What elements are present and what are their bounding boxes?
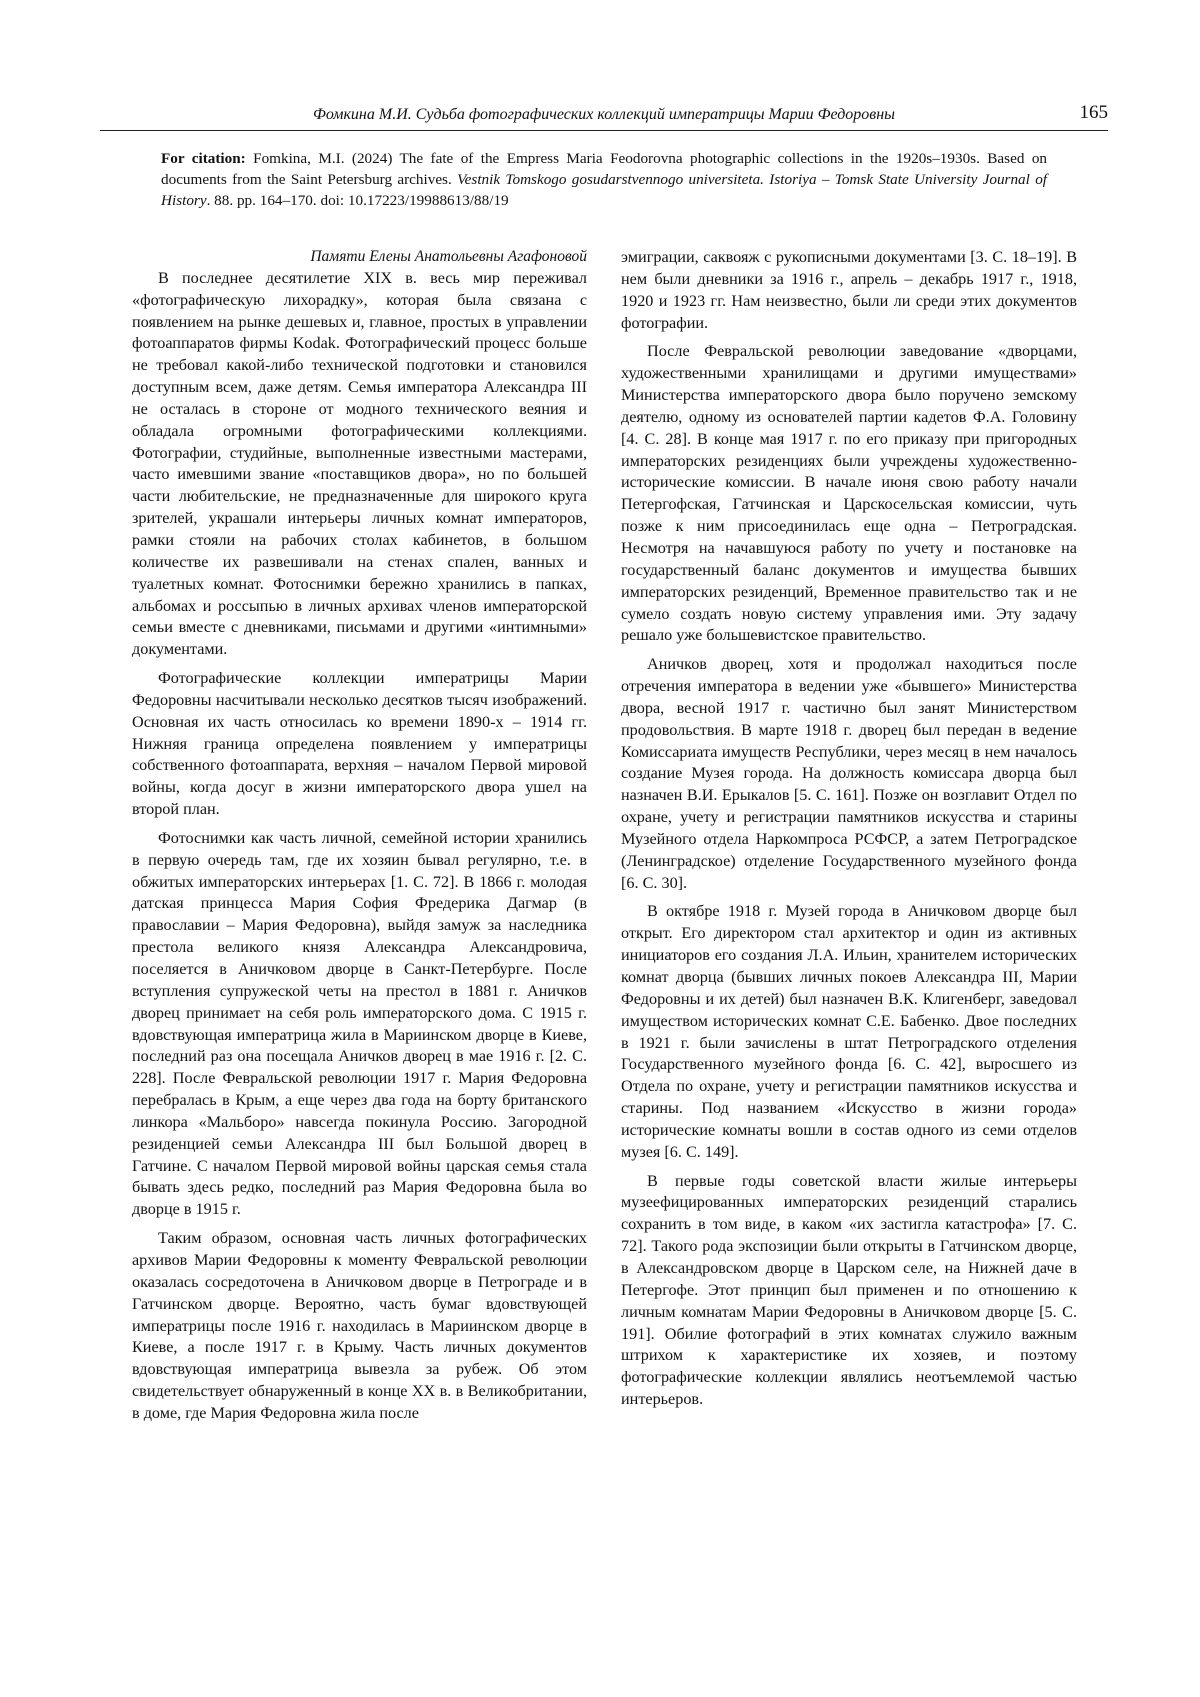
dedication: Памяти Елены Анатольевны Агафоновой xyxy=(310,248,587,265)
citation-block xyxy=(161,148,1047,211)
citation-text: Fomkina, M.I. (2024) The fate of the Empress Maria Feodorovna photographic collections in the 1920s–1930s. Based on documents from the Saint Petersburg archives. xyxy=(161,150,1048,188)
paragraph: Фотоснимки как часть личной, семейной истории хранились в первую очередь там, где их хозяин бывал регулярно, т.е. в обжитых императорских интерьерах [1. С. 72]. В 1866 г. молодая датская принцесса Мария София Фредерика Дагмар (в православии – Мария Федоровна), выйдя замуж за наследника престола великого князя Александра Александровича, поселяется в Аничковом дворце в Санкт-Петербурге. После вступления супружеской четы на престол в 1881 г. Аничков дворец принимает на себя роль императорского дома. С 1915 г. вдовствующая императрица жила в Мариинском дворце в Киеве, последний раз она посещала Аничков дворец в мае 1916 г. [2. С. 228]. После Февральской революции 1917 г. Мария Федоровна перебралась в Крым, а еще через два года на борту британского линкора «Мальборо» навсегда покинула Россию. Загородной резиденцией семьи Александра III был Большой дворец в Гатчине. С началом Первой мировой войны царская семья стала бывать здесь редко, последний раз Мария Федоровна была во дворце в 1915 г. xyxy=(132,828,587,1219)
paragraph: После Февральской революции заведование «дворцами, художественными хранилищами и другими имуществами» Министерства императорского двора было поручено земскому деятелю, одному из основателей партии кадетов Ф.А. Головину [4. С. 28]. В конце мая 1917 г. по его приказу при пригородных императорских резиденциях были учреждены художественно-исторические комиссии. В начале июня свою работу начали Петергофская, Гатчинская и Царскосельская комиссии, чуть позже к ним присоединилась еще одна – Петроградская. Несмотря на начавшуюся работу по учету и постановке на государственный баланс документов и имущества бывших императорских резиденций, Временное правительство так и не сумело создать новую систему управления ими. Эту задачу решало уже большевистское правительство. xyxy=(621,342,1077,645)
right-column xyxy=(621,247,1077,1418)
citation-label: For citation: xyxy=(161,150,246,167)
running-header xyxy=(100,104,1108,131)
running-title: Фомкина М.И. Судьба фотографических коллекций императрицы Марии Федоровны xyxy=(312,106,896,123)
paragraph: Таким образом, основная часть личных фотографических архивов Марии Федоровны к моменту Февральской революции оказалась сосредоточена в Аничковом дворце в Петрограде и в Гатчинском дворце. Вероятно, часть бумаг вдовствующей императрицы после 1916 г. находилась в Мариинском дворце в Киеве, а после 1917 г. в Крыму. Часть личных документов вдовствующая императрица вывезла за рубеж. Об этом свидетельствует обнаруженный в конце XX в. в Великобритании, в доме, где Мария Федоровна жила после xyxy=(132,1229,587,1422)
paragraph: эмиграции, саквояж с рукописными документами [3. С. 18–19]. В нем были дневники за 1916 г., апрель – декабрь 1917 г., 1918, 1920 и 1923 гг. Нам неизвестно, были ли среди этих документов фотографии. xyxy=(621,248,1077,332)
paragraph: В последнее десятилетие XIX в. весь мир переживал «фотографическую лихорадку», которая была связана с появлением на рынке дешевых и, главное, простых в управлении фотоаппаратов фирмы Kodak. Фотографический процесс больше не требовал какой-либо технической подготовки и становился доступным всем, даже детям. Семья императора Александра III не осталась в стороне от модного технического веяния и обладала огромными фотографическими коллекциями. Фотографии, студийные, выполненные известными мастерами, часто имевшими звание «поставщиков двора», но по большей части любительские, не предназначенные для широкого круга зрителей, украшали интерьеры личных комнат императоров, рамки стояли на рабочих столах кабинетов, в большом количестве их развешивали на стенах спален, ванных и туалетных комнат. Фотоснимки бережно хранились в папках, альбомах и россыпью в личных архивах членов императорской семьи вместе с дневниками, письмами и другими «интимными» документами. xyxy=(132,268,587,659)
citation-tail: . 88. pp. 164–170. doi: 10.17223/19988613/88/19 xyxy=(206,192,509,209)
paragraph: В первые годы советской власти жилые интерьеры музеефицированных императорских резиденций старались сохранить в том виде, в каком «их застигла катастрофа» [7. С. 72]. Такого рода экспозиции были открыты в Гатчинском дворце, в Александровском дворце в Царском селе, на Нижней даче в Петергофе. Этот принцип был применен и по отношению к личным комнатам Марии Федоровны в Аничковом дворце [5. С. 191]. Обилие фотографий в этих комнатах служило важным штрихом к характеристике их хозяев, и поэтому фотографические коллекции являлись неотъемлемой частью интерьеров. xyxy=(621,1171,1077,1409)
page-number: 165 xyxy=(1079,102,1108,123)
citation-journal: Vestnik Tomskogo gosudarstvennogo universiteta. Istoriya – Tomsk State University Journal of History xyxy=(161,171,1048,209)
left-column xyxy=(132,246,587,1432)
paragraph: В октябре 1918 г. Музей города в Аничковом дворце был открыт. Его директором стал архитектор и один из активных инициаторов его создания Л.А. Ильин, хранителем исторических комнат дворца (бывших личных покоев Александра III, Марии Федоровны и их детей) был назначен В.К. Клигенберг, заведовал имуществом исторических комнат С.Е. Бабенко. Двое последних в 1921 г. были зачислены в штат Петроградского отделения Государственного музейного фонда [6. С. 42], выросшего из Отдела по охране, учету и регистрации памятников искусства и старины. Под названием «Искусство в жизни города» исторические комнаты вошли в состав одного из семи отделов музея [6. С. 149]. xyxy=(621,902,1077,1161)
paragraph: Аничков дворец, хотя и продолжал находиться после отречения императора в ведении уже «бывшего» Министерства двора, весной 1917 г. частично был занят Министерством продовольствия. В марте 1918 г. дворец был передан в ведение Комиссариата имуществ Республики, через месяц в нем началось создание Музея города. На должность комиссара дворца был назначен В.И. Ерыкалов [5. С. 161]. Позже он возглавит Отдел по охране, учету и регистрации памятников искусства и старины Музейного отдела Наркомпроса РСФСР, а затем Петроградское (Ленинградское) отделение Государственного музейного фонда [6. С. 30]. xyxy=(621,655,1077,892)
paragraph: Фотографические коллекции императрицы Марии Федоровны насчитывали несколько десятков тысяч изображений. Основная их часть относилась ко времени 1890-х – 1914 гг. Нижняя граница определена появлением у императрицы собственного фотоаппарата, верхняя – началом Первой мировой войны, когда досуг в жизни императорского двора ушел на второй план. xyxy=(132,669,587,819)
